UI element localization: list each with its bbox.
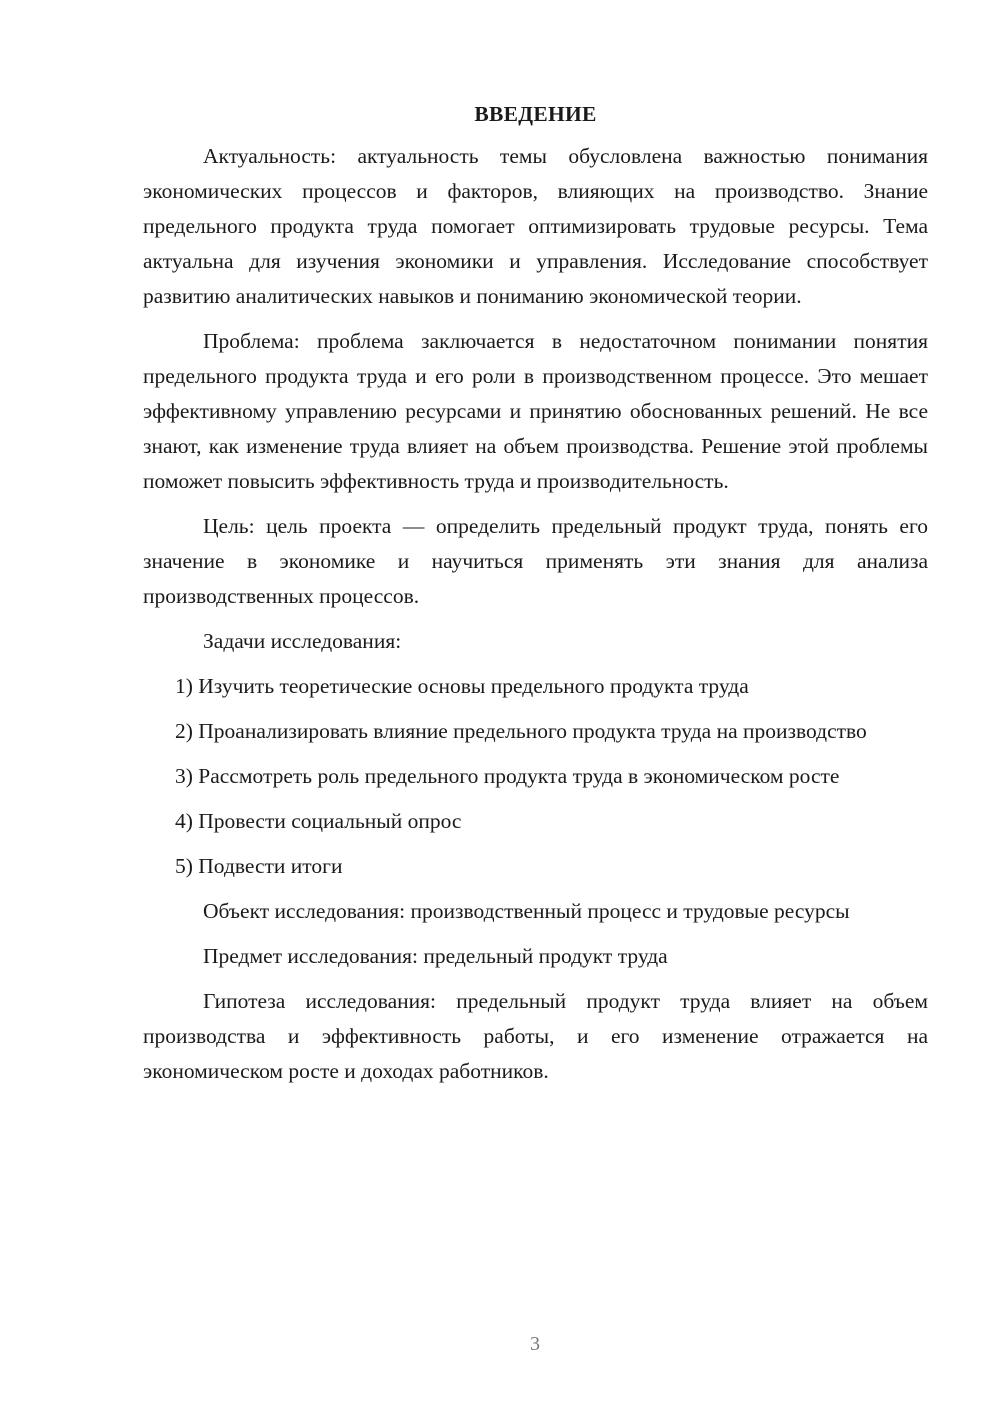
paragraph-subject: Предмет исследования: предельный продукт труда [203,944,668,968]
paragraph-goal: Цель: цель проекта — определить предельный продукт труда, понять его значение в экономике и научиться применять эти знания для анализа производственных процессов. [143,514,928,608]
page-number: 3 [530,1333,540,1355]
paragraph-relevance: Актуальность: актуальность темы обусловлена важностью понимания экономических процессов и факторов, влияющих на производство. Знание предельного продукта труда помогает оптимизировать трудовые ресурсы. Тема актуальна для изучения экономики и управления. Исследование способствует развитию аналитических навыков и пониманию экономической теории. [143,144,928,308]
section-title: ВВЕДЕНИЕ [474,102,597,126]
task-item-2: 2) Проанализировать влияние предельного продукта труда на производство [175,719,867,743]
paragraph-tasks-heading: Задачи исследования: [203,629,402,653]
task-item-5: 5) Подвести итоги [175,854,343,878]
task-item-1: 1) Изучить теоретические основы предельного продукта труда [175,674,749,698]
task-item-3: 3) Рассмотреть роль предельного продукта труда в экономическом росте [175,764,840,788]
paragraph-problem: Проблема: проблема заключается в недостаточном понимании понятия предельного продукта труда и его роли в производственном процессе. Это мешает эффективному управлению ресурсами и принятию обоснованных решений. Не все знают, как изменение труда влияет на объем производства. Решение этой проблемы поможет повысить эффективность труда и производительность. [143,329,928,493]
document-page [143,97,928,1099]
task-item-4: 4) Провести социальный опрос [175,809,462,833]
paragraph-object: Объект исследования: производственный процесс и трудовые ресурсы [203,899,850,923]
paragraph-hypothesis: Гипотеза исследования: предельный продукт труда влияет на объем производства и эффективность работы, и его изменение отражается на экономическом росте и доходах работников. [143,989,928,1083]
